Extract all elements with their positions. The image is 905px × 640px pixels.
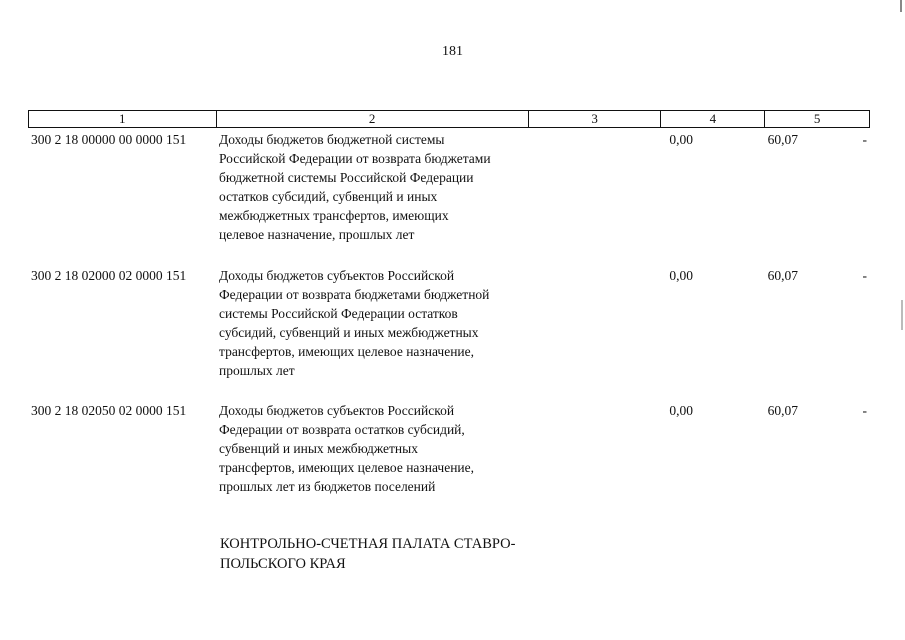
row-description — [219, 401, 534, 496]
column-header-2: 2 — [217, 111, 529, 127]
table-row — [31, 130, 871, 244]
row-description — [219, 266, 534, 380]
column-header-3: 3 — [529, 111, 662, 127]
row-value-col4: 60,07 — [767, 403, 798, 418]
description-line: субвенций и иных межбюджетных — [219, 441, 418, 456]
section-title — [220, 534, 515, 574]
row-value-col5: - — [862, 132, 867, 147]
row-value-col3: 0,00 — [669, 268, 693, 283]
column-header-4: 4 — [661, 111, 765, 127]
description-line: прошлых лет — [219, 363, 295, 378]
page-number: 181 — [442, 44, 463, 59]
row-code: 300 2 18 02000 02 0000 151 — [31, 268, 187, 283]
scan-edge-mark — [900, 0, 902, 12]
section-title-line: КОНТРОЛЬНО-СЧЕТНАЯ ПАЛАТА СТАВРО- — [220, 536, 516, 552]
description-line: прошлых лет из бюджетов поселений — [219, 479, 436, 494]
description-line: Доходы бюджетов бюджетной системы — [219, 132, 445, 147]
row-value-col4: 60,07 — [767, 268, 798, 283]
description-line: целевое назначение, прошлых лет — [219, 227, 415, 242]
description-line: Федерации от возврата бюджетами бюджетной — [219, 287, 490, 302]
description-line: остатков субсидий, субвенций и иных — [219, 189, 438, 204]
row-value-col3: 0,00 — [669, 132, 693, 147]
row-code: 300 2 18 02050 02 0000 151 — [31, 403, 187, 418]
description-line: Федерации от возврата остатков субсидий, — [219, 422, 465, 437]
row-value-col5: - — [862, 403, 867, 418]
column-header-1: 1 — [29, 111, 217, 127]
description-line: трансфертов, имеющих целевое назначение, — [219, 460, 475, 475]
description-line: бюджетной системы Российской Федерации — [219, 170, 474, 185]
row-value-col3: 0,00 — [669, 403, 693, 418]
row-value-col5: - — [862, 268, 867, 283]
description-line: субсидий, субвенций и иных межбюджетных — [219, 325, 479, 340]
column-header-5: 5 — [813, 111, 821, 126]
description-line: системы Российской Федерации остатков — [219, 306, 458, 321]
description-line: Российской Федерации от возврата бюджетами — [219, 151, 491, 166]
description-line: Доходы бюджетов субъектов Российской — [219, 403, 455, 418]
scan-edge-mark — [901, 300, 903, 330]
description-line: трансфертов, имеющих целевое назначение, — [219, 344, 475, 359]
section-title-line: ПОЛЬСКОГО КРАЯ — [220, 556, 346, 572]
table-header — [28, 110, 870, 128]
row-code: 300 2 18 00000 00 0000 151 — [31, 132, 187, 147]
description-line: межбюджетных трансфертов, имеющих — [219, 208, 449, 223]
description-line: Доходы бюджетов субъектов Российской — [219, 268, 455, 283]
table-row — [31, 401, 871, 496]
row-description — [219, 130, 534, 244]
table-row — [31, 266, 871, 380]
row-value-col4: 60,07 — [767, 132, 798, 147]
